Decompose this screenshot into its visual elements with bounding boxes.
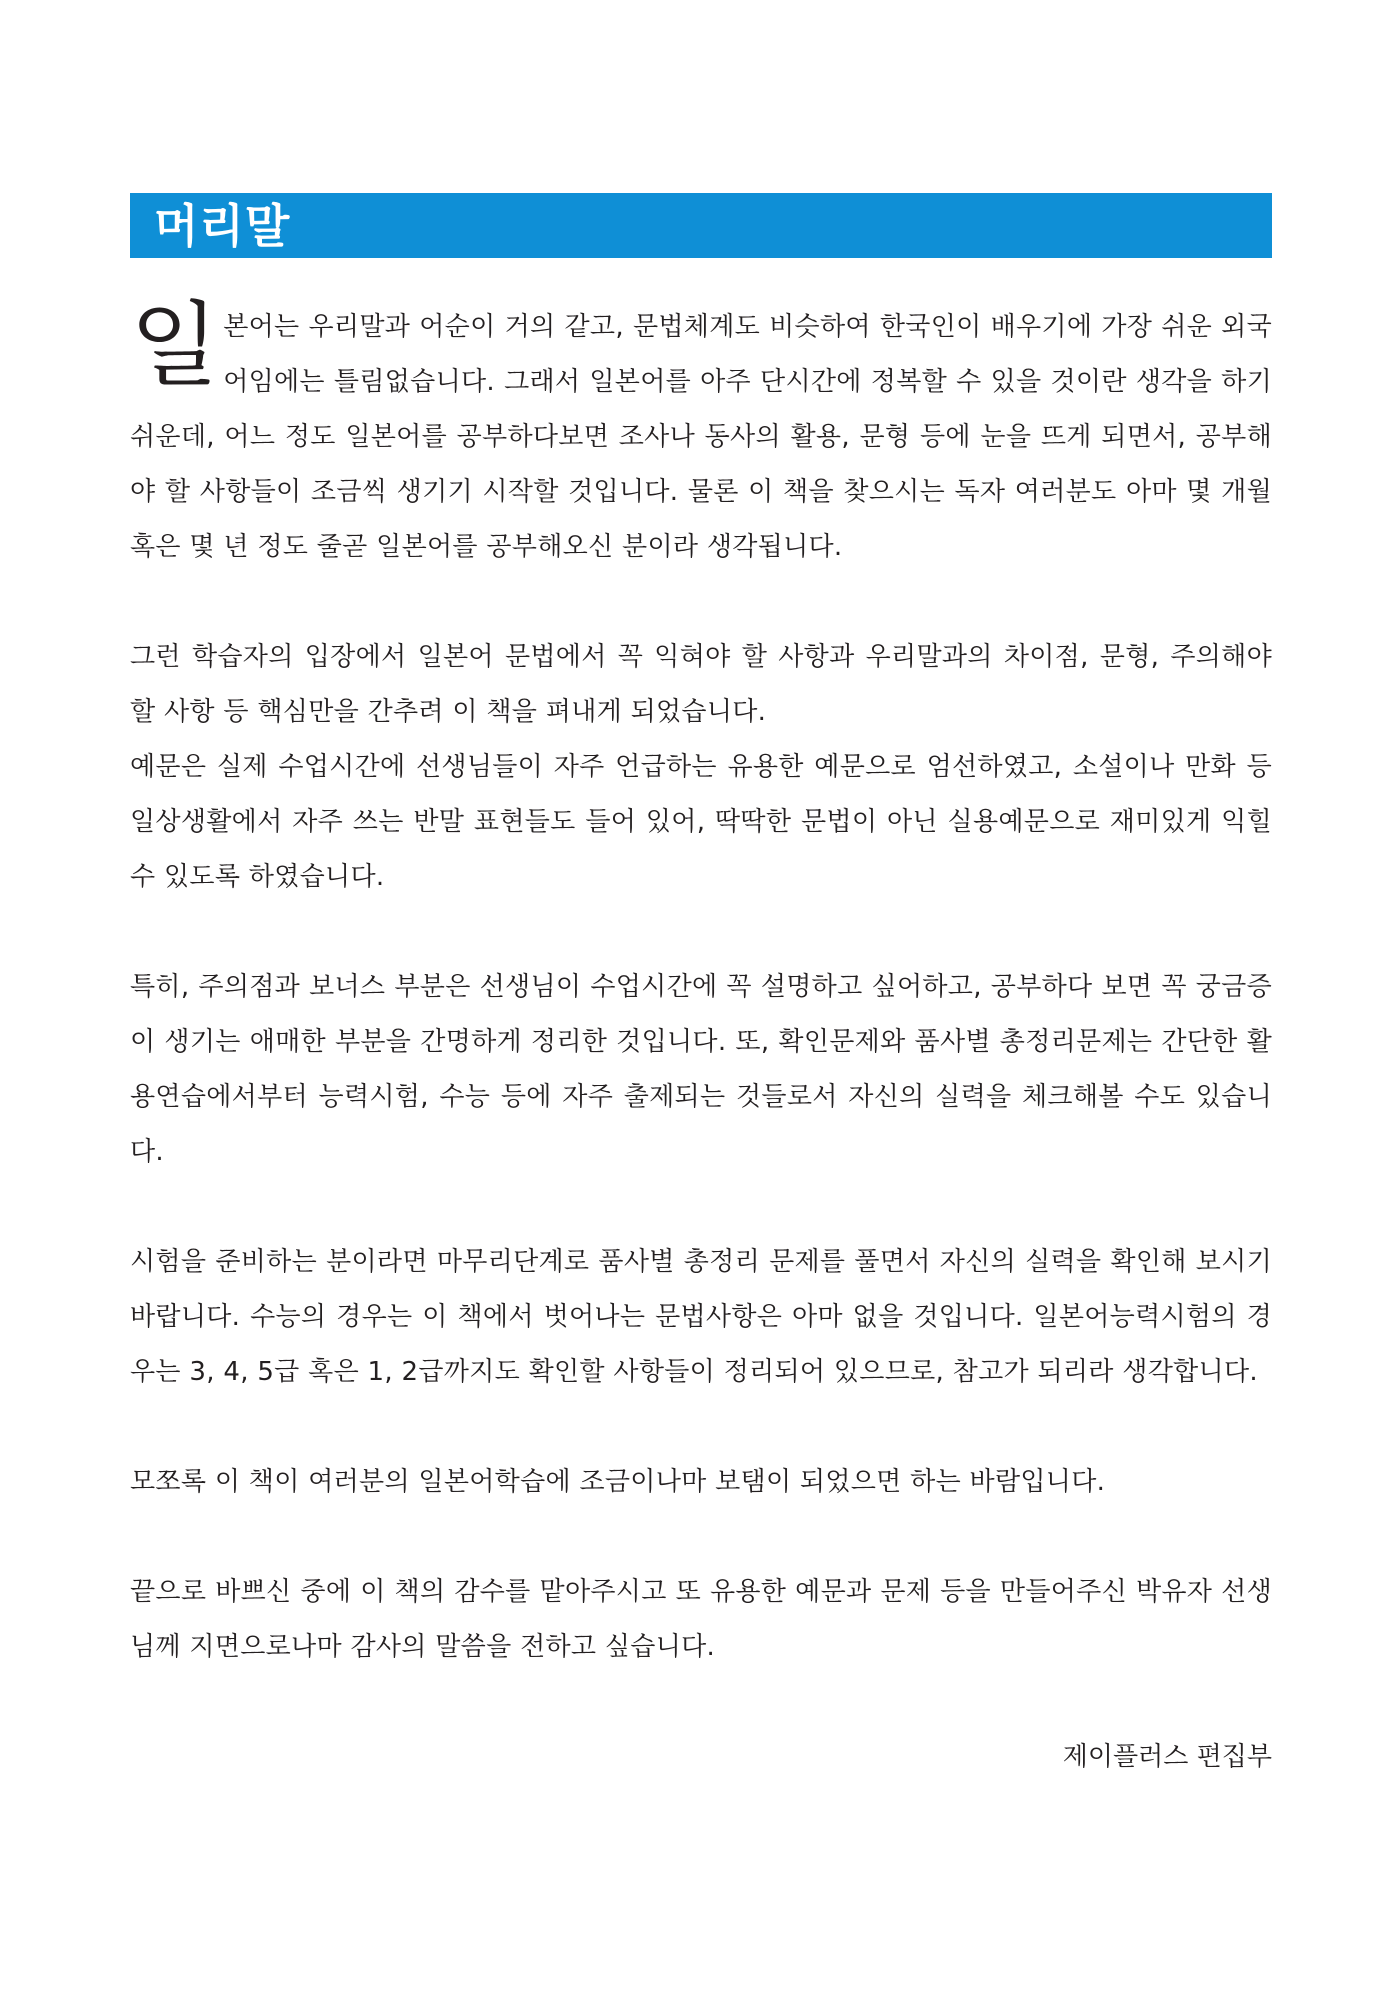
paragraph-1-text: 본어는 우리말과 어순이 거의 같고, 문법체계도 비슷하여 한국인이 배우기에 가장 쉬운 외국어임에는 틀림없습니다. 그래서 일본어를 아주 단시간에 정복할 수 있을 것이란 생각을 하기 쉬운데, 어느 정도 일본어를 공부하다보면 조사나 동사의 활용, 문형 등에 눈을 뜨게 되면서, 공부해야 할 사항들이 조금씩 생기기 시작할 것입니다. 물론 이 책을 찾으시는 독자 여러분도 아마 몇 개월 혹은 몇 년 정도 줄곧 일본어를 공부해오신 분이라 생각됩니다. (130, 312, 1272, 562)
signature: 제이플러스 편집부 (1062, 1742, 1272, 1772)
paragraph-spacer (130, 905, 1272, 960)
paragraph-2b: 예문은 실제 수업시간에 선생님들이 자주 언급하는 유용한 예문으로 엄선하였고, 소설이나 만화 등 일상생활에서 자주 쓰는 반말 표현들도 들어 있어, 딱딱한 문법이 아닌 실용예문으로 재미있게 익힐 수 있도록 하였습니다. (130, 752, 1272, 892)
paragraph-2a: 그런 학습자의 입장에서 일본어 문법에서 꼭 익혀야 할 사항과 우리말과의 차이점, 문형, 주의해야 할 사항 등 핵심만을 간추려 이 책을 펴내게 되었습니다. (130, 642, 1272, 727)
preface-body (130, 292, 1272, 1785)
paragraph-5: 모쪼록 이 책이 여러분의 일본어학습에 조금이나마 보탬이 되었으면 하는 바람입니다. (130, 1467, 1106, 1497)
drop-cap: 일 (130, 292, 220, 399)
preface-page (130, 193, 1272, 1785)
paragraph-1 (130, 292, 1272, 575)
paragraph-spacer (130, 575, 1272, 630)
paragraph-4: 시험을 준비하는 분이라면 마무리단계로 품사별 총정리 문제를 풀면서 자신의 실력을 확인해 보시기 바랍니다. 수능의 경우는 이 책에서 벗어나는 문법사항은 아마 없을 것입니다. 일본어능력시험의 경우는 3, 4, 5급 혹은 1, 2급까지도 확인할 사항들이 정리되어 있으므로, 참고가 되리라 생각합니다. (130, 1247, 1272, 1387)
paragraph-spacer (130, 1180, 1272, 1235)
paragraph-spacer (130, 1510, 1272, 1565)
paragraph-3: 특히, 주의점과 보너스 부분은 선생님이 수업시간에 꼭 설명하고 싶어하고, 공부하다 보면 꼭 궁금증이 생기는 애매한 부분을 간명하게 정리한 것입니다. 또, 확인문제와 품사별 총정리문제는 간단한 활용연습에서부터 능력시험, 수능 등에 자주 출제되는 것들로서 자신의 실력을 체크해볼 수도 있습니다. (130, 972, 1272, 1167)
page-title: 머리말 (154, 198, 291, 253)
paragraph-6: 끝으로 바쁘신 중에 이 책의 감수를 맡아주시고 또 유용한 예문과 문제 등을 만들어주신 박유자 선생님께 지면으로나마 감사의 말씀을 전하고 싶습니다. (130, 1577, 1272, 1662)
paragraph-spacer (130, 1400, 1272, 1455)
title-bar (130, 193, 1272, 258)
